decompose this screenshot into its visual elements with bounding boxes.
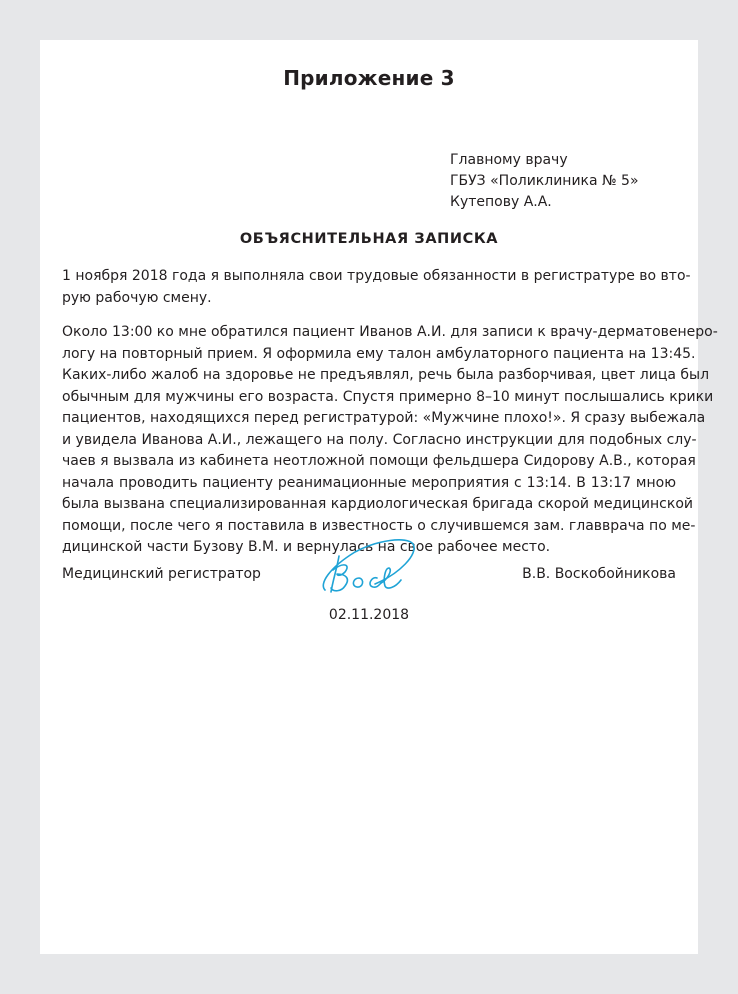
paragraph-line: дицинской части Бузову В.М. и вернулась на свое рабочее место. [62, 539, 551, 555]
paragraph-line: чаев я вызвала из кабинета неотложной помощи фельдшера Сидорову А.В., которая [62, 453, 696, 469]
paragraph-line: и увидела Иванова А.И., лежащего на полу. Согласно инструкции для подобных слу- [62, 431, 697, 448]
paragraph-line: 1 ноября 2018 года я выполняла свои трудовые обязанности в регистратуре во вто- [62, 268, 691, 284]
addressee-block [450, 150, 639, 213]
appendix-title: Приложение 3 [283, 66, 455, 90]
paragraph-line: рую рабочую смену. [62, 289, 212, 306]
paragraph-line: была вызвана специализированная кардиологическая бригада скорой медицинской [62, 496, 693, 512]
paragraph-line: Около 13:00 ко мне обратился пациент Иванов А.И. для записи к врачу-дерматовенеро- [62, 324, 718, 340]
document-heading: ОБЪЯСНИТЕЛЬНАЯ ЗАПИСКА [239, 231, 499, 247]
signer-role: Медицинский регистратор [62, 566, 261, 582]
paragraph-line: начала проводить пациенту реанимационные мероприятия с 13:14. В 13:17 мною [62, 474, 676, 491]
document-page [40, 40, 718, 954]
handwritten-signature-icon [315, 534, 425, 598]
paragraph-2 [62, 322, 718, 559]
addressee-organization: ГБУЗ «Поликлиника № 5» [450, 173, 639, 189]
paragraph-line: пациентов, находящихся перед регистратурой: «Мужчине плохо!». Я сразу выбежала [62, 410, 706, 426]
paragraph-line: логу на повторный прием. Я оформила ему талон амбулаторного пациента на 13:45. [62, 345, 696, 362]
paragraph-line: помощи, после чего я поставила в известность о случившемся зам. главврача по ме- [62, 517, 696, 534]
signer-name: В.В. Воскобойникова [522, 566, 676, 582]
addressee-name: Кутепову А.А. [450, 194, 552, 210]
document-date: 02.11.2018 [328, 607, 410, 623]
addressee-position: Главному врачу [450, 152, 568, 168]
paragraph-line: обычным для мужчины его возраста. Спустя примерно 8–10 минут послышались крики [62, 388, 714, 405]
paragraph-1 [62, 266, 691, 309]
paragraph-line: Каких-либо жалоб на здоровье не предъявлял, речь была разборчивая, цвет лица был [62, 367, 710, 383]
